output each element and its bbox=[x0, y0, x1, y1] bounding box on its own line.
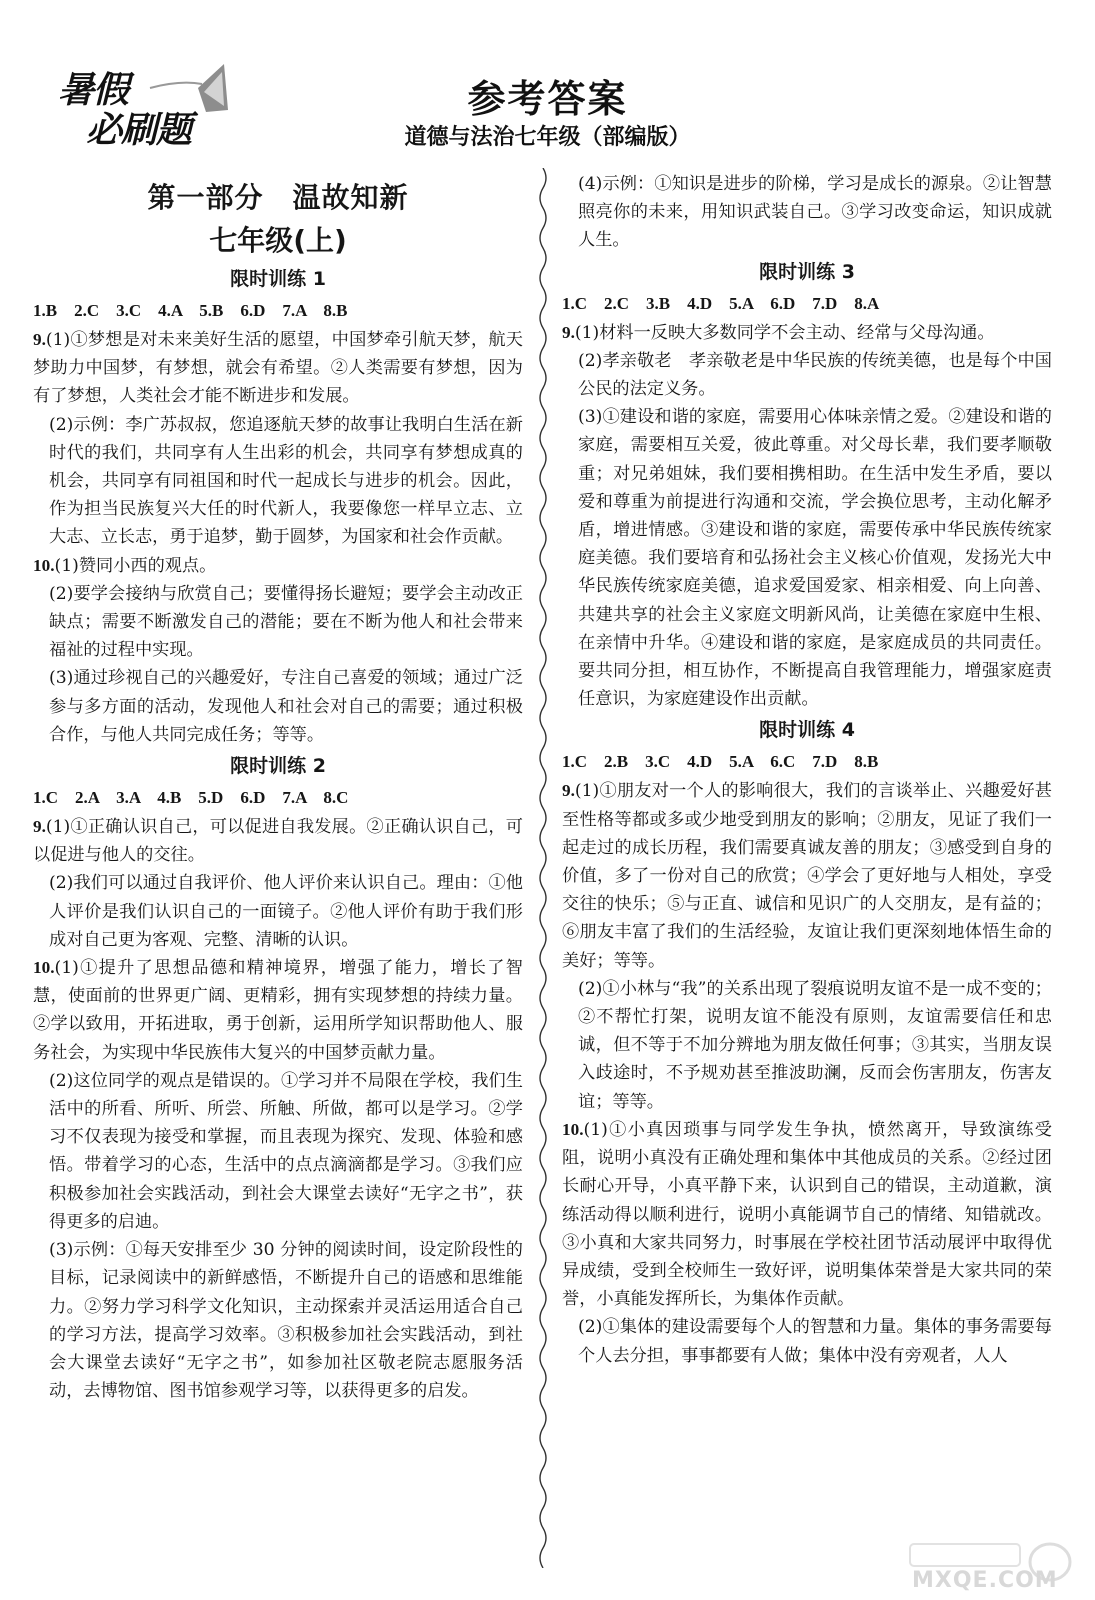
watermark bbox=[900, 1540, 1080, 1596]
section-title-4: 限时训练 4 bbox=[759, 719, 855, 742]
logo-line2: 必刷题 bbox=[86, 110, 192, 151]
question-10-part-3: (3)通过珍视自己的兴趣爱好，专注自己喜爱的领域；通过广泛参与多方面的活动，发现他人和社会对自己的需要；通过积极合作，与他人共同完成任务；等等。 bbox=[49, 668, 523, 745]
question-9-part-1 bbox=[33, 813, 523, 869]
answer-text: (1)①正确认识自己，可以促进自我发展。②正确认识自己，可以促进与他人的交往。 bbox=[33, 817, 523, 866]
question-10-part-4-continued: (4)示例：①知识是进步的阶梯，学习是成长的源泉。②让智慧照亮你的未来，用知识武装自己。③学习改变命运，知识成就人生。 bbox=[578, 174, 1052, 251]
section-title-2: 限时训练 2 bbox=[230, 755, 326, 778]
question-10-part-2: (2)这位同学的观点是错误的。①学习并不局限在学校，我们生活中的所看、所听、所尝、所触、所做，都可以是学习。②学习不仅表现为接受和掌握，而且表现为探究、发现、体验和感悟。带着学习的心态，生活中的点点滴滴都是学习。③我们应积极参加社会实践活动，到社会大课堂去读好“无字之书”，获得更多的启迪。 bbox=[49, 1070, 523, 1232]
question-10-part-2: (2)要学会接纳与欣赏自己；要懂得扬长避短；要学会主动改正缺点；需要不断激发自己的潜能；要在不断为他人和社会带来福祉的过程中实现。 bbox=[49, 583, 523, 661]
question-9-part-1 bbox=[562, 319, 1052, 347]
question-9-part-2: (2)孝亲敬老 孝亲敬老是中华民族的传统美德，也是每个中国公民的法定义务。 bbox=[578, 350, 1052, 400]
section-title-1: 限时训练 1 bbox=[230, 268, 326, 290]
column-divider bbox=[532, 168, 554, 1568]
question-10-part-1 bbox=[33, 552, 523, 580]
answer-text: (1)①提升了思想品德和精神境界，增强了能力，增长了智慧，使面前的世界更广阔、更精彩，拥有实现梦想的持续力量。②学以致用，开拓进取，勇于创新，运用所学知识帮助他人、服务社会，为实现中华民族伟大复兴的中国梦贡献力量。 bbox=[33, 958, 523, 1063]
question-number: 9. bbox=[562, 322, 575, 342]
answer-text: (1)赞同小西的观点。 bbox=[54, 555, 217, 576]
question-number: 10. bbox=[33, 958, 55, 978]
question-number: 10. bbox=[33, 555, 55, 575]
mc-answers-4: 1.C 2.B 3.C 4.D 5.A 6.C 7.D 8.B bbox=[562, 752, 879, 772]
question-10-part-1 bbox=[562, 1116, 1052, 1313]
question-9-part-3: (3)①建设和谐的家庭，需要用心体味亲情之爱。②建设和谐的家庭，需要相互关爱，彼此尊重。对父母长辈，我们要孝顺敬重；对兄弟姐妹，我们要相携相助。在生活中发生矛盾，要以爱和尊重为前提进行沟通和交流，学会换位思考，主动化解矛盾，增进情感。③建设和谐的家庭，需要传承中华民族传统家庭美德。我们要培育和弘扬社会主义核心价值观，发扬光大中华民族传统家庭美德，追求爱国爱家、相亲相爱、向上向善、共建共享的社会主义家庭文明新风尚，让美德在家庭中生根、在亲情中升华。④建设和谐的家庭，是家庭成员的共同责任。要共同分担，相互协作，不断提高自我管理能力，增强家庭责任意识，为家庭建设作出贡献。 bbox=[578, 407, 1052, 710]
question-10-part-1 bbox=[33, 954, 523, 1067]
grade-title: 七年级(上) bbox=[209, 224, 347, 257]
mc-answers-3: 1.C 2.C 3.B 4.D 5.A 6.D 7.D 8.A bbox=[562, 293, 880, 313]
question-number: 9. bbox=[33, 817, 46, 837]
page-subtitle: 道德与法治七年级（部编版） bbox=[404, 125, 691, 150]
watermark-text: MXQE.COM bbox=[912, 1568, 1058, 1593]
left-column bbox=[33, 178, 523, 1405]
answer-text: (1)①小真因琐事与同学发生争执，愤然离开，导致演练受阻，说明小真没有正确处理和集体中其他成员的关系。②经过团长耐心开导，小真平静下来，认识到自己的错误，主动道歉，演练活动得以顺利进行，说明小真能调节自己的情绪、知错就改。③小真和大家共同努力，时事展在学校社团节活动展评中取得优异成绩，受到全校师生一致好评，说明集体荣誉是大家共同的荣誉，小真能发挥所长，为集体作贡献。 bbox=[562, 1119, 1052, 1310]
page-title: 参考答案 bbox=[467, 77, 628, 121]
part-title: 第一部分 温故知新 bbox=[147, 181, 409, 214]
answer-text: (1)①梦想是对未来美好生活的愿望，中国梦牵引航天梦，航天梦助力中国梦，有梦想，就会有希望。②人类需要有梦想，因为有了梦想，人类社会才能不断进步和发展。 bbox=[33, 330, 523, 407]
section-title-3: 限时训练 3 bbox=[759, 260, 855, 283]
question-10-part-2: (2)①集体的建设需要每个人的智慧和力量。集体的事务需要每个人去分担，事事都要有人做；集体中没有旁观者，人人 bbox=[578, 1317, 1052, 1366]
question-10-part-3: (3)示例：①每天安排至少 30 分钟的阅读时间，设定阶段性的目标，记录阅读中的新鲜感悟，不断提升自己的语感和思维能力。②努力学习科学文化知识，主动探索并灵活运用适合自己的学习方法，提高学习效率。③积极参加社会实践活动，到社会大课堂去读好“无字之书”，如参加社区敬老院志愿服务活动，去博物馆、图书馆参观学习等，以获得更多的启发。 bbox=[49, 1240, 523, 1402]
question-number: 9. bbox=[562, 781, 575, 801]
logo-line1: 暑假 bbox=[58, 70, 129, 111]
right-column bbox=[562, 170, 1052, 1370]
question-number: 10. bbox=[562, 1119, 584, 1139]
mc-answers-1: 1.B 2.C 3.C 4.A 5.B 6.D 7.A 8.B bbox=[33, 301, 348, 320]
answer-text: (1)①朋友对一个人的影响很大，我们的言谈举止、兴趣爱好甚至性格等都或多或少地受到朋友的影响；②朋友，见证了我们一起走过的成长历程，我们需要真诚友善的朋友；③感受到自身的价值，多了一份对自己的欣赏；④学会了更好地与人相处，享受交往的快乐；⑤与正直、诚信和见识广的人交朋友，是有益的；⑥朋友丰富了我们的生活经验，友谊让我们更深刻地体悟生命的美好；等等。 bbox=[562, 781, 1052, 971]
question-9-part-1 bbox=[562, 777, 1052, 974]
mc-answers-2: 1.C 2.A 3.A 4.B 5.D 6.D 7.A 8.C bbox=[33, 788, 349, 808]
question-9-part-2: (2)①小林与“我”的关系出现了裂痕说明友谊不是一成不变的；②不帮忙打架，说明友谊不能没有原则，友谊需要信任和忠诚，但不等于不加分辨地为朋友做任何事；③其实，当朋友误入歧途时，不予规劝甚至推波助澜，反而会伤害朋友，伤害友谊；等等。 bbox=[578, 978, 1052, 1112]
question-9-part-1 bbox=[33, 326, 523, 411]
question-9-part-2: (2)示例：李广苏叔叔，您追逐航天梦的故事让我明白生活在新时代的我们，共同享有人生出彩的机会，共同享有梦想成真的机会，共同享有同祖国和时代一起成长与进步的机会。因此，作为担当民族复兴大任的时代新人，我要像您一样早立志、立大志、立长志，勇于追梦，勤于圆梦，为国家和社会作贡献。 bbox=[49, 414, 523, 548]
question-9-part-2: (2)我们可以通过自我评价、他人评价来认识自己。理由：①他人评价是我们认识自己的一面镜子。②他人评价有助于我们形成对自己更为客观、完整、清晰的认识。 bbox=[49, 873, 523, 950]
question-number: 9. bbox=[33, 330, 46, 349]
answer-text: (1)材料一反映大多数同学不会主动、经常与父母沟通。 bbox=[574, 322, 995, 343]
